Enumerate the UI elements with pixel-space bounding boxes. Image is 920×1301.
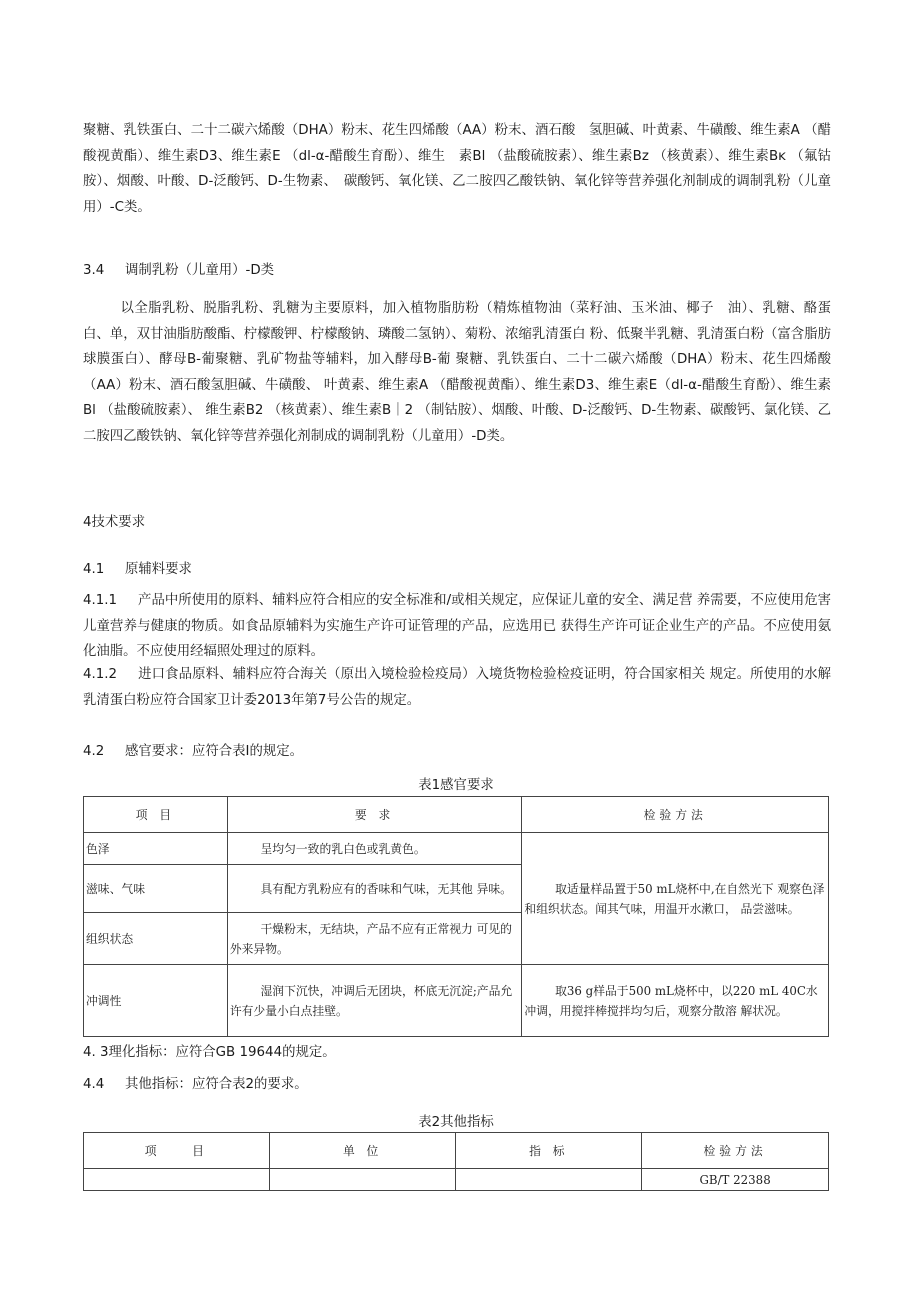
section-4-2-heading: [83, 742, 303, 762]
section-title: 调制乳粉（儿童用）-D类: [125, 263, 275, 278]
section-number: 3.4: [83, 263, 105, 278]
table-cell-requirement: 具有配方乳粉应有的香味和气味，无其他 异味。: [227, 865, 522, 913]
table-header-item: 项 目: [84, 1133, 270, 1169]
table-2-caption: 表2其他指标: [418, 1115, 494, 1130]
table-cell-item: 冲调性: [84, 965, 228, 1037]
section-4-3-paragraph: 4. 3理化指标：应符合GB 19644的规定。: [83, 1045, 336, 1060]
table-header-requirement: 要 求: [227, 797, 522, 833]
clause-text: 进口食品原料、辅料应符合海关（原出入境检验检疫局）入境货物检验检疫证明，符合国家相关 规定。所使用的水解乳清蛋白粉应符合国家卫计委2013年第7号公告的规定。: [83, 667, 831, 708]
section-4-1-2-paragraph: [83, 662, 831, 713]
top-paragraph: 聚糖、乳铁蛋白、二十二碳六烯酸（DHA）粉末、花生四烯酸（AA）粉末、酒石酸 氢胆碱、叶黄素、牛磺酸、维生素A （醋酸视黄酯）、维生素D3、维生素E （dl-α-醋酸生育酚）、维生 素Bl （盐酸硫胺素）、维生素Bz （核黄素）、维生素Bĸ （氟钴胺）、烟酸、叶酸、D-泛酸钙、D-生物素、 碳酸钙、氧化镁、乙二胺四乙酸铁钠、氧化锌等营养强化剂制成的调制乳粉（儿童用）-C类。: [83, 123, 831, 215]
table-cell-item: 色泽: [84, 833, 228, 865]
sensory-table: [83, 796, 829, 1037]
table-cell-requirement: 湿润下沉快，冲调后无团块，杯底无沉淀;产品允许有少量小白点挂壁。: [227, 965, 522, 1037]
table-cell-method: GB/T 22388: [642, 1169, 829, 1191]
table-cell-requirement: 干燥粉末，无结块，产品不应有正常视力 可见的外来异物。: [227, 913, 522, 965]
table-cell-method: 取适量样品置于50 mL烧杯中,在自然光下 观察色泽和组织状态。闻其气味，用温开水漱口， 品尝滋味。: [522, 833, 829, 965]
clause-number: 4.1.1: [83, 593, 118, 608]
section-3-4-body: 以全脂乳粉、脱脂乳粉、乳糖为主要原料，加入植物脂肪粉（精炼植物油（菜籽油、玉米油、椰子 油）、乳糖、酪蛋白、单，双甘油脂肪酸酯、柠檬酸钾、柠檬酸钠、璘酸二氢钠）、菊粉、浓缩乳清蛋白 粉、低聚半乳糖、乳清蛋白粉（富含脂肪球膜蛋白）、酵母B-葡聚糖、乳矿物盐等辅料，加入酵母B-葡 聚糖、乳铁蛋白、二十二碳六烯酸（DHA）粉末、花生四烯酸（AA）粉末、酒石酸氢胆碱、牛磺酸、 叶黄素、维生素A （醋酸视黄酯）、维生素D3、维生素E（dl-α-醋酸生育酚）、维生素Bl （盐酸硫胺素）、 维生素B2 （核黄素）、维生素B｜2 （制钴胺）、烟酸、叶酸、D-泛酸钙、D-生物素、碳酸钙、氯化镁、乙 二胺四乙酸铁钠、氧化锌等营养强化剂制成的调制乳粉（儿童用）-D类。: [83, 301, 845, 444]
section-4-4-heading: [83, 1075, 308, 1095]
section-4-1-1-paragraph: [83, 588, 831, 665]
section-4-heading: 4技术要求: [83, 515, 146, 530]
other-indicators-table: [83, 1132, 829, 1191]
section-4-1-heading: [83, 560, 192, 580]
table-cell-requirement: 呈均匀一致的乳白色或乳黄色。: [227, 833, 522, 865]
section-number: 4.2: [83, 744, 105, 759]
table-header-method: 检验方法: [642, 1133, 829, 1169]
table-1-caption: 表1感官要求: [418, 778, 494, 793]
section-number: 4.4: [83, 1077, 105, 1092]
section-title: 原辅料要求: [125, 562, 192, 577]
clause-number: 4.1.2: [83, 667, 118, 682]
section-number: 4.1: [83, 562, 105, 577]
table-cell-item: [84, 1169, 270, 1191]
table-header-unit: 单 位: [269, 1133, 456, 1169]
table-cell-item: 组织状态: [84, 913, 228, 965]
table-cell-method: 取36 g样品于500 mL烧杯中，以220 mL 40C水冲调，用搅拌棒搅拌均匀后，观察分散溶 解状况。: [522, 965, 829, 1037]
table-cell-index: [456, 1169, 642, 1191]
clause-text: 产品中所使用的原料、辅料应符合相应的安全标准和/或相关规定，应保证儿童的安全、满足营 养需要，不应使用危害儿童营养与健康的物质。如食品原辅料为实施生产许可证管理的产品，应选用已 获得生产许可证企业生产的产品。不应使用氨化油脂。不应使用经辐照处理过的原料。: [83, 593, 831, 660]
table-header-index: 指 标: [456, 1133, 642, 1169]
table-cell-item: 滋味、气味: [84, 865, 228, 913]
table-header-item: 项 目: [84, 797, 228, 833]
section-3-4-heading: [83, 261, 274, 281]
section-title: 其他指标：应符合表2的要求。: [125, 1077, 308, 1092]
section-title: 感官要求：应符合表I的规定。: [125, 744, 304, 759]
table-header-method: 检验方法: [522, 797, 829, 833]
table-cell-unit: [269, 1169, 456, 1191]
